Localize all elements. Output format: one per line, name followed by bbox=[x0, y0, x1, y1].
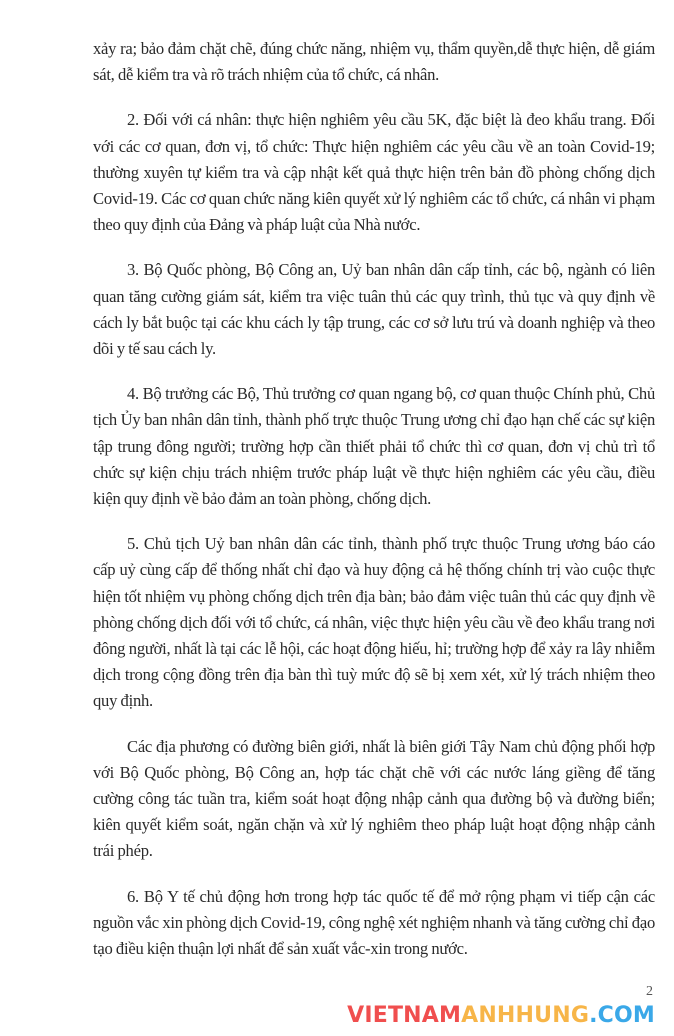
page-footer bbox=[93, 962, 655, 1030]
paragraph-item-6: 6. Bộ Y tế chủ động hơn trong hợp tác quốc tế để mở rộng phạm vi tiếp cận các nguồn vắc xin phòng dịch Covid-19, công nghệ xét nghiệm nhanh và tăng cường chỉ đạo tạo điều kiện thuận lợi nhất để sản xuất vắc-xin trong nước. bbox=[93, 886, 655, 959]
watermark-part-1: VIETNAM bbox=[347, 1003, 462, 1029]
document-page bbox=[93, 36, 655, 962]
paragraph-item-2: 2. Đối với cá nhân: thực hiện nghiêm yêu cầu 5K, đặc biệt là đeo khẩu trang. Đối với các cơ quan, đơn vị, tổ chức: Thực hiện nghiêm các yêu cầu về an toàn Covid-19; thường xuyên tự kiểm tra và cập nhật kết quả thực hiện trên bản đồ phòng chống dịch Covid-19. Các cơ quan chức năng kiên quyết xử lý nghiêm các tổ chức, cá nhân vi phạm theo quy định của Đảng và pháp luật của Nhà nước. bbox=[93, 110, 655, 235]
paragraph-continuation: xảy ra; bảo đảm chặt chẽ, đúng chức năng, nhiệm vụ, thẩm quyền,dễ thực hiện, dễ giám sát, dễ kiểm tra và rõ trách nhiệm của tổ chức, cá nhân. bbox=[93, 39, 655, 85]
paragraph-border-provinces: Các địa phương có đường biên giới, nhất là biên giới Tây Nam chủ động phối hợp với Bộ Quốc phòng, Bộ Công an, hợp tác chặt chẽ với các nước láng giềng để tăng cường công tác tuần tra, kiểm soát hoạt động nhập cảnh qua đường bộ và đường biển; kiên quyết kiểm soát, ngăn chặn và xử lý nghiêm theo pháp luật hoạt động nhập cảnh trái phép. bbox=[93, 736, 655, 861]
watermark-part-3: .COM bbox=[589, 1003, 655, 1029]
page-number: 2 bbox=[646, 984, 653, 1000]
paragraph-item-4: 4. Bộ trưởng các Bộ, Thủ trưởng cơ quan ngang bộ, cơ quan thuộc Chính phủ, Chủ tịch Ủy ban nhân dân tỉnh, thành phố trực thuộc Trung ương chỉ đạo hạn chế các sự kiện tập trung đông người; trường hợp cần thiết phải tổ chức thì cơ quan, đơn vị chủ trì tổ chức sự kiện chịu trách nhiệm trước pháp luật về thực hiện nghiêm các yêu cầu, điều kiện quy định về bảo đảm an toàn phòng, chống dịch. bbox=[93, 384, 655, 509]
paragraph-item-5: 5. Chủ tịch Uỷ ban nhân dân các tỉnh, thành phố trực thuộc Trung ương báo cáo cấp uỷ cùng cấp để thống nhất chỉ đạo và huy động cả hệ thống chính trị vào cuộc thực hiện tốt nhiệm vụ phòng chống dịch trên địa bàn; bảo đảm việc tuân thủ các quy định về phòng chống dịch đối với tổ chức, cá nhân, việc thực hiện yêu cầu về đeo khẩu trang nơi đông người, nhất là tại các lễ hội, các hoạt động hiếu, hỉ; trường hợp để xảy ra lây nhiễm dịch trong cộng đồng trên địa bàn thì tuỳ mức độ sẽ bị xem xét, xử lý trách nhiệm theo quy định. bbox=[93, 534, 655, 711]
watermark-part-2: ANHHUNG bbox=[461, 1003, 590, 1029]
watermark-logo bbox=[347, 1004, 655, 1028]
paragraph-item-3: 3. Bộ Quốc phòng, Bộ Công an, Uỷ ban nhân dân cấp tỉnh, các bộ, ngành có liên quan tăng cường giám sát, kiểm tra việc tuân thủ các quy trình, thủ tục và quy định về cách ly bắt buộc tại các khu cách ly tập trung, các cơ sở lưu trú và doanh nghiệp và theo dõi y tế sau cách ly. bbox=[93, 260, 655, 359]
